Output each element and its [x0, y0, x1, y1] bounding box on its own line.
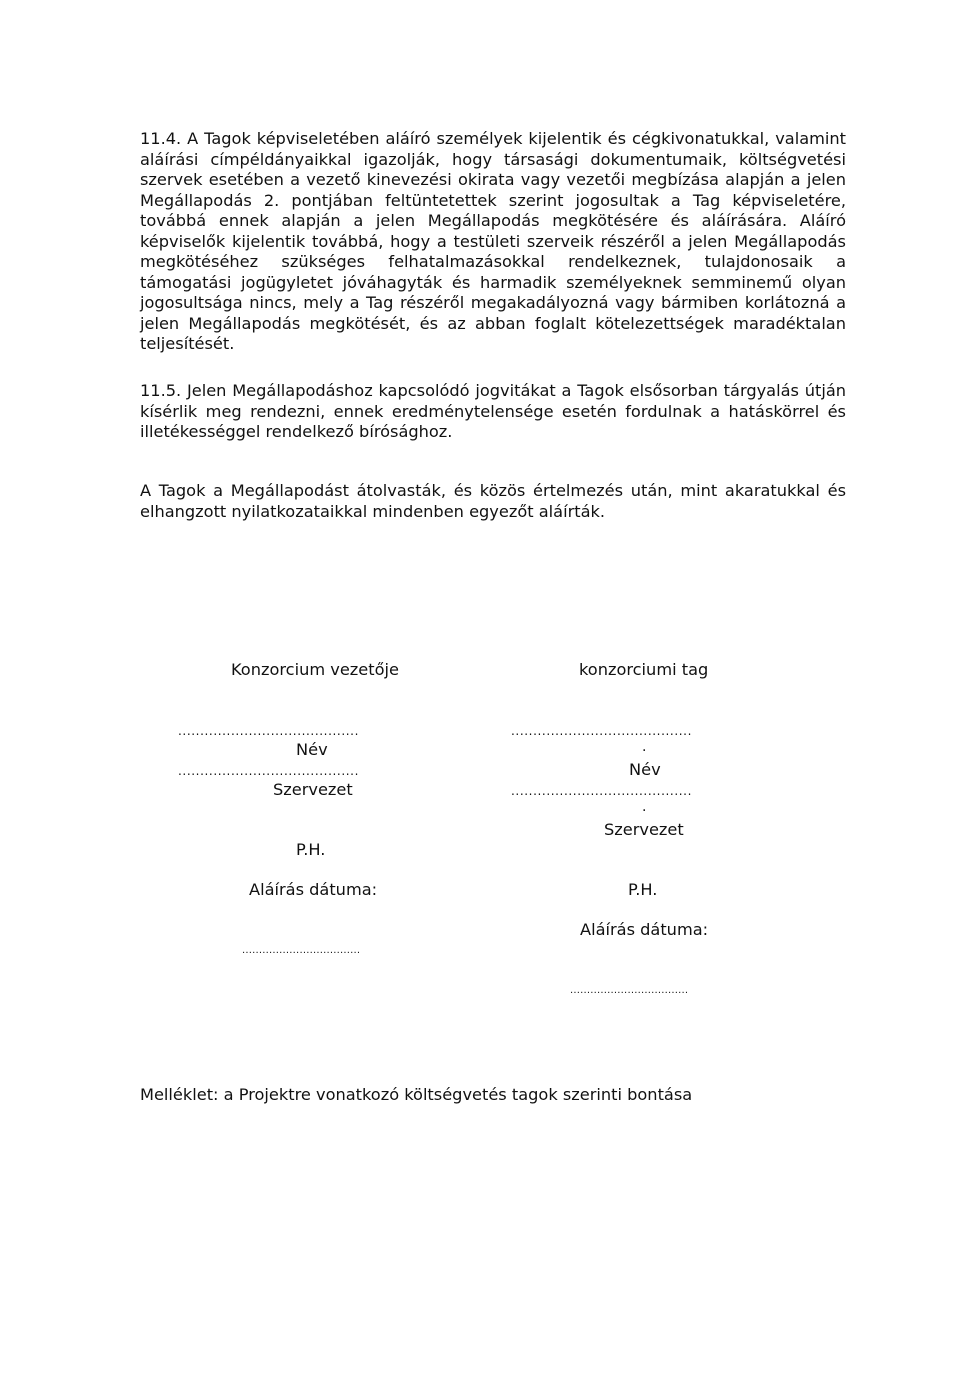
right-organization-dot: .: [642, 799, 647, 815]
left-organization-line: .........................................: [178, 764, 359, 778]
right-organization-label: Szervezet: [604, 820, 684, 839]
right-name-dot: .: [642, 739, 647, 755]
section-11-5-paragraph: 11.5. Jelen Megállapodáshoz kapcsolódó jogvitákat a Tagok elsősorban tárgyalás útján kísérlik meg rendezni, ennek eredménytelensége esetén fordulnak a hatáskörrel és illetékességgel rendelkező bírósághoz.: [140, 381, 846, 441]
section-11-4-paragraph: 11.4. A Tagok képviseletében aláíró személyek kijelentik és cégkivonatukkal, valamint aláírási címpéldányaikkal igazolják, hogy társasági dokumentumaik, költségvetési szervek esetében a vezető kinevezési okirata vagy vezetői megbízása alapján a jelen Megállapodás 2. pontjában feltüntetettek szerint jogosultak a Tag képviseletére, továbbá ennek alapján a jelen Megállapodás megkötésére és aláírására. Aláíró képviselők kijelentik továbbá, hogy a testületi szerveik részéről a jelen Megállapodás megkötéséhez szükséges felhatalmazásokkal rendelkeznek, tulajdonosaik a támogatási jogügyletet jóváhagyták és harmadik személyeknek semminemű olyan jogosultsága nincs, mely a Tag részéről megakadályozná vagy bármiben korlátozná a jelen Megállapodás megkötését, és az abban foglalt kötelezettségek maradéktalan teljesítését.: [140, 129, 846, 353]
right-organization-line: .........................................: [511, 784, 692, 798]
right-stamp-label: P.H.: [628, 880, 658, 899]
left-date-line: ...................................: [242, 945, 361, 956]
attachment-note: Melléklet: a Projektre vonatkozó költségvetés tagok szerinti bontása: [140, 1085, 693, 1104]
left-stamp-label: P.H.: [296, 840, 326, 859]
left-name-signature-line: .........................................: [178, 724, 359, 738]
right-signatory-heading: konzorciumi tag: [579, 660, 709, 679]
left-organization-label: Szervezet: [273, 780, 353, 799]
right-name-signature-line: .........................................: [511, 724, 692, 738]
right-date-line: ...................................: [570, 985, 689, 996]
left-name-label: Név: [296, 740, 328, 759]
closing-paragraph: A Tagok a Megállapodást átolvasták, és közös értelmezés után, mint akaratukkal és elhangzott nyilatkozataikkal mindenben egyezőt aláírták.: [140, 481, 846, 521]
right-name-label: Név: [629, 760, 661, 779]
left-signatory-heading: Konzorcium vezetője: [231, 660, 399, 679]
right-signature-date-label: Aláírás dátuma:: [580, 920, 709, 939]
left-signature-date-label: Aláírás dátuma:: [249, 880, 378, 899]
